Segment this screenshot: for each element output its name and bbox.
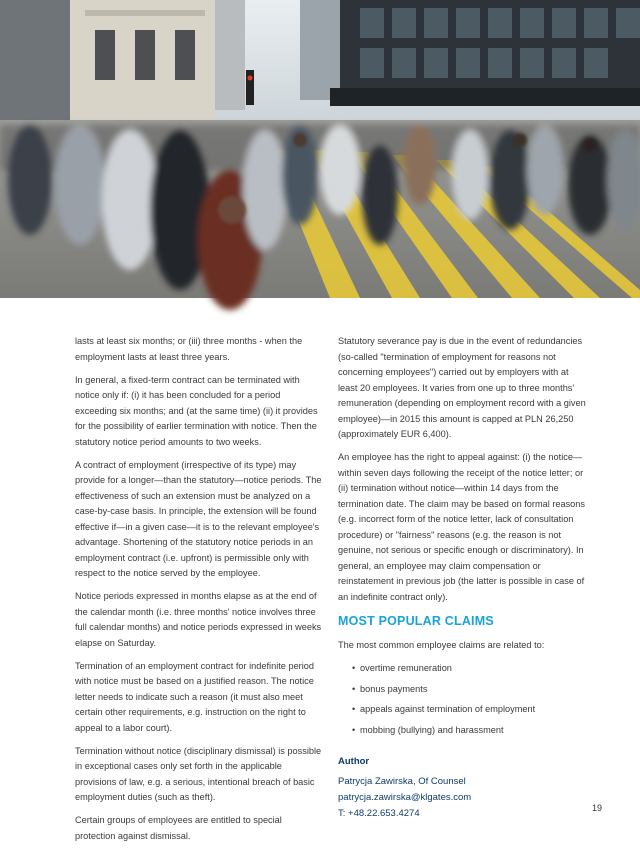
claim-text: bonus payments <box>360 683 428 694</box>
list-item <box>352 723 588 739</box>
left-paragraph-3: A contract of employment (irrespective of its type) may provide for a longer—than the statutory—notice periods. The effectiveness of such an extension must be analyzed on a case-by-case basis. In principle, the extension will be found effective if—in a given case—it is to the relevant employee's advantage. Shortening of the statutory notice periods in an employment contract (i.e. upfront) is permissible only with respect to the notice served by the employee. <box>75 459 322 578</box>
bullet-icon: • <box>352 683 356 694</box>
bullet-icon: • <box>352 704 356 714</box>
city-crosswalk-photo-icon <box>0 0 640 298</box>
author-heading: Author <box>338 756 370 767</box>
author-name: Patrycja Zawirska, Of Counsel <box>338 775 466 787</box>
left-paragraph-6: Termination without notice (disciplinary dismissal) is possible in exceptional cases only set forth in the applicable provisions of law, e.g. a serious, intentional breach of basic employment duties (such as theft). <box>75 745 322 802</box>
section-heading: MOST POPULAR CLAIMS <box>338 614 494 628</box>
claims-intro: The most common employee claims are related to: <box>338 639 545 650</box>
claim-text: overtime remuneration <box>360 663 452 673</box>
author-email-link[interactable]: patrycja.zawirska@klgates.com <box>338 791 472 803</box>
author-phone: T: +48.22.653.4274 <box>338 807 420 819</box>
hero-photo <box>0 0 640 298</box>
claim-text: mobbing (bullying) and harassment <box>360 724 504 735</box>
right-column <box>338 334 588 822</box>
bullet-icon: • <box>352 663 356 673</box>
bullet-icon: • <box>352 724 356 735</box>
left-paragraph-2: In general, a fixed-term contract can be terminated with notice only if: (i) it has been concluded for a period exceeding six months; and (at the same time) (ii) it provides for the possibility of earlier termination with notice. Then the statutory notice period amounts to two weeks. <box>75 374 318 447</box>
left-paragraph-7: Certain groups of employees are entitled to special protection against dismissal. <box>75 815 282 841</box>
list-item <box>352 682 588 698</box>
left-paragraph-1: lasts at least six months; or (iii) three months - when the employment lasts at least three years. <box>75 336 303 362</box>
left-paragraph-5: Termination of an employment contract for indefinite period with notice must be based on a justified reason. The notice letter needs to indicate such a reason (it must also meet certain other requirements, e.g. instruction on the right to appeal to a labor court). <box>75 660 314 733</box>
left-column <box>75 334 323 852</box>
right-paragraph-2: An employee has the right to appeal against: (i) the notice—within seven days following the receipt of the notice letter; or (ii) termination without notice—within 14 days from the termination date. The claim may be based on formal reasons (e.g. incorrect form of the notice letter, lack of consultation procedure) or "fairness" reasons (e.g. the reason is not genuine, not serious or specific enough or discriminatory). In general, an employee may claim compensation or reinstatement in previous job (the latter is possible in case of an indefinite contract only). <box>338 452 585 602</box>
claim-text: appeals against termination of employment <box>360 704 536 714</box>
right-paragraph-1: Statutory severance pay is due in the event of redundancies (so-called "termination of employment for reasons not concerning employees") carried out by employers with at least 20 employees. It varies from one up to three months' remuneration (depending on employment record with a given employee)—in 2015 this amount is capped at PLN 26,250 (approximately EUR 6,400). <box>338 336 586 439</box>
list-item <box>352 661 588 677</box>
claims-list <box>352 661 588 738</box>
left-paragraph-4: Notice periods expressed in months elapse as at the end of the calendar month (i.e. three months' notice involves three full calendar months) and notice periods expressed in weeks elapse on Saturday. <box>75 591 322 648</box>
list-item <box>352 702 588 718</box>
page-number: 19 <box>592 803 603 813</box>
author-block <box>338 754 588 822</box>
